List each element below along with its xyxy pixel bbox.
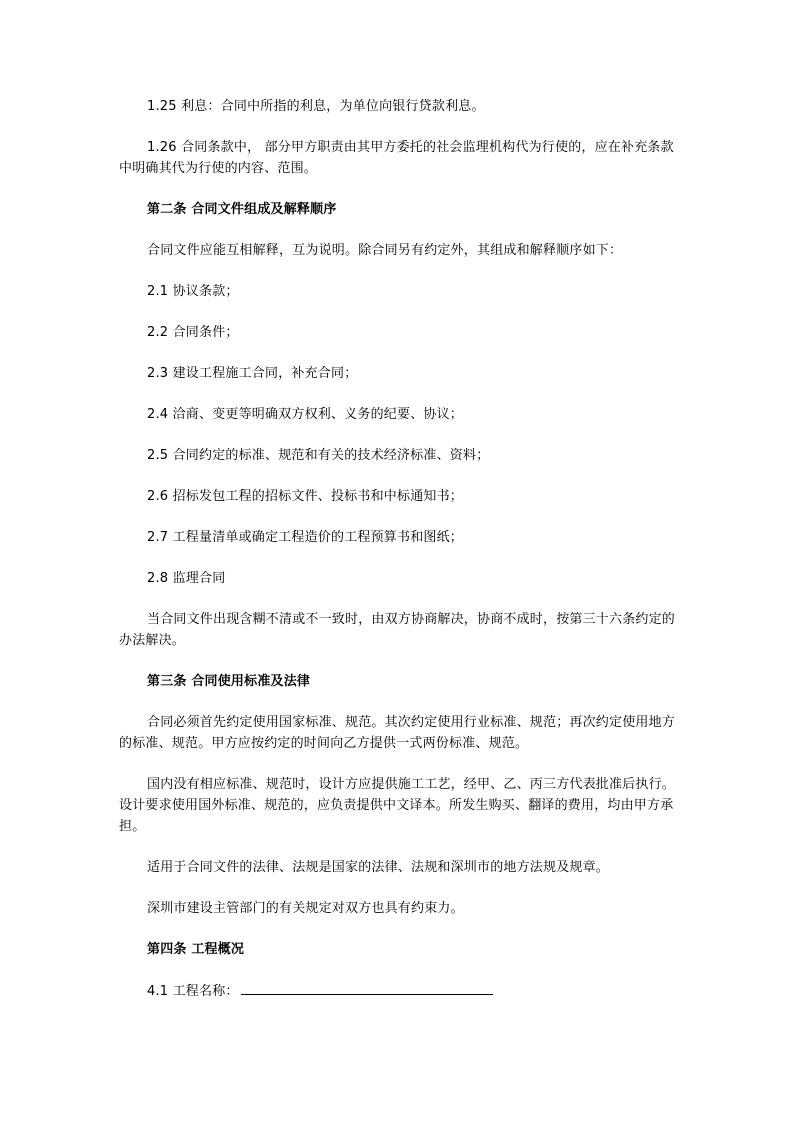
clause-2-7: 2.7 工程量清单或确定工程造价的工程预算书和图纸； (147, 530, 464, 545)
project-name-label: 4.1 工程名称： (147, 984, 239, 999)
document-body (119, 96, 679, 1022)
clause-2-3: 2.3 建设工程施工合同，补充合同； (147, 366, 358, 381)
standards-order: 合同必须首先约定使用国家标准、规范。其次约定使用行业标准、规范；再次约定使用地方的标准、规范。甲方应按约定的时间向乙方提供一式两份标准、规范。 (119, 715, 676, 751)
clause-2-4: 2.4 洽商、变更等明确双方权利、义务的纪要、协议； (147, 407, 464, 422)
clause-2-5: 2.5 合同约定的标准、规范和有关的技术经济标准、资料； (147, 448, 490, 463)
clause-1-26: 1.26 合同条款中， 部分甲方职责由其甲方委托的社会监理机构代为行使的，应在补充条款中明确其代为行使的内容、范围。 (119, 140, 674, 176)
clause-2-2: 2.2 合同条件； (147, 325, 239, 340)
project-name-row (119, 980, 679, 1002)
article-3-heading: 第三条 合同使用标准及法律 (147, 674, 311, 689)
clause-2-1: 2.1 协议条款； (147, 284, 239, 299)
binding-regulations: 深圳市建设主管部门的有关规定对双方也具有约束力。 (147, 901, 464, 916)
article-2-heading: 第二条 合同文件组成及解释顺序 (147, 202, 337, 217)
conflict-resolution: 当合同文件出现含糊不清或不一致时，由双方协商解决，协商不成时，按第三十六条约定的办法解决。 (119, 612, 676, 648)
project-name-blank (241, 980, 493, 995)
foreign-standards: 国内没有相应标准、规范时，设计方应提供施工工艺，经甲、乙、丙三方代表批准后执行。设计要求使用国外标准、规范的，应负责提供中文译本。所发生购买、翻译的费用，均由甲方承担。 (119, 777, 676, 834)
clause-1-25: 1.25 利息：合同中所指的利息，为单位向银行贷款利息。 (147, 99, 485, 114)
clause-2-6: 2.6 招标发包工程的招标文件、投标书和中标通知书； (147, 489, 464, 504)
article-4-heading: 第四条 工程概况 (147, 942, 245, 957)
applicable-law: 适用于合同文件的法律、法规是国家的法律、法规和深圳市的地方法规及规章。 (147, 860, 610, 875)
article-2-intro: 合同文件应能互相解释，互为说明。除合同另有约定外，其组成和解释顺序如下： (147, 243, 623, 258)
clause-2-8: 2.8 监理合同 (147, 571, 226, 586)
